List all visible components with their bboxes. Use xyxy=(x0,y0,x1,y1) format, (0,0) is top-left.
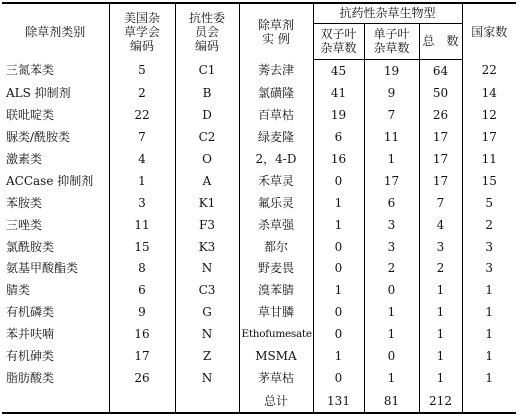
cell-hrac-code: B xyxy=(175,82,239,104)
table-row xyxy=(2,148,516,170)
cell-countries: 12 xyxy=(481,107,497,122)
cell-dicot: 16 xyxy=(313,148,364,170)
table-row xyxy=(2,345,516,367)
cell-wssa-code: 17 xyxy=(109,345,175,367)
cell-wssa-code: 9 xyxy=(109,301,175,323)
cell-hrac-code xyxy=(175,389,239,413)
cell-wssa-code: 7 xyxy=(109,126,175,148)
cell-type: 氨基甲酸酯类 xyxy=(2,258,109,280)
cell-monocot: 19 xyxy=(364,59,419,82)
table-row xyxy=(2,367,516,389)
cell-total: 17 xyxy=(419,170,462,192)
cell-countries: 3 xyxy=(485,261,494,276)
cell-monocot: 3 xyxy=(364,236,419,258)
cell-hrac-code: F3 xyxy=(175,214,239,236)
cell-type: 苯并呋喃 xyxy=(2,323,109,345)
cell-type: 氯酰胺类 xyxy=(2,236,109,258)
cell-type: 三氮苯类 xyxy=(2,59,109,82)
table-row xyxy=(2,323,516,345)
header-dicot-line2: 杂草数 xyxy=(320,41,357,55)
cell-wssa-code: 11 xyxy=(109,214,175,236)
cell-countries: 17 xyxy=(481,129,497,144)
herbicide-resistance-table xyxy=(2,2,516,414)
cell-type: 苯胺类 xyxy=(2,192,109,214)
cell-example: 绿麦隆 xyxy=(239,126,313,148)
cell-countries: 2 xyxy=(485,217,494,232)
cell-example: MSMA xyxy=(239,345,313,367)
cell-monocot: 0 xyxy=(364,279,419,301)
table-row xyxy=(2,170,516,192)
cell-total: 1 xyxy=(419,301,462,323)
cell-wssa-code: 1 xyxy=(109,170,175,192)
cell-total: 64 xyxy=(419,59,462,82)
table-row xyxy=(2,82,516,104)
header-wssa-code xyxy=(109,3,175,59)
cell-total: 1 xyxy=(419,367,462,389)
header-example-line1: 除草剂 xyxy=(257,17,294,32)
cell-example: 草甘膦 xyxy=(239,301,313,323)
cell-total: 7 xyxy=(419,192,462,214)
header-total: 总 数 xyxy=(419,23,462,59)
cell-countries: 1 xyxy=(485,349,494,364)
cell-hrac-code: C1 xyxy=(175,59,239,82)
cell-example: 莠去津 xyxy=(239,59,313,82)
cell-dicot: 0 xyxy=(313,258,364,280)
header-example-line2: 实 例 xyxy=(262,31,290,46)
table-row xyxy=(2,126,516,148)
cell-hrac-code: A xyxy=(175,170,239,192)
header-hrac-code xyxy=(175,3,239,59)
cell-dicot: 0 xyxy=(313,170,364,192)
cell-type: 有机砷类 xyxy=(2,345,109,367)
cell-example: 都尔 xyxy=(239,236,313,258)
cell-monocot: 6 xyxy=(364,192,419,214)
cell-type: 脲类/酰胺类 xyxy=(2,126,109,148)
cell-example: 氟乐灵 xyxy=(239,192,313,214)
cell-dicot: 0 xyxy=(313,323,364,345)
header-dicot-line1: 双子叶 xyxy=(320,27,357,41)
header-monocot-line1: 单子叶 xyxy=(373,27,410,41)
table-row xyxy=(2,192,516,214)
cell-monocot: 17 xyxy=(364,170,419,192)
cell-total: 1 xyxy=(419,279,462,301)
cell-wssa-code: 3 xyxy=(109,192,175,214)
cell-wssa-code xyxy=(109,389,175,413)
cell-monocot: 2 xyxy=(364,258,419,280)
cell-countries: 3 xyxy=(485,239,494,254)
cell-wssa-code: 16 xyxy=(109,323,175,345)
cell-monocot: 9 xyxy=(364,82,419,104)
cell-total: 17 xyxy=(419,148,462,170)
cell-wssa-code: 4 xyxy=(109,148,175,170)
cell-countries: 5 xyxy=(485,195,494,210)
cell-type: 腈类 xyxy=(2,279,109,301)
cell-example: 杀草强 xyxy=(239,214,313,236)
table-row xyxy=(2,279,516,301)
cell-type: 有机磷类 xyxy=(2,301,109,323)
table-row xyxy=(2,214,516,236)
cell-dicot: 6 xyxy=(313,126,364,148)
totals-total: 212 xyxy=(419,389,462,413)
cell-monocot: 3 xyxy=(364,214,419,236)
cell-hrac-code: G xyxy=(175,301,239,323)
totals-row xyxy=(2,389,516,413)
cell-total: 3 xyxy=(419,236,462,258)
cell-total: 1 xyxy=(419,345,462,367)
table-row xyxy=(2,59,516,82)
cell-wssa-code: 5 xyxy=(109,59,175,82)
header-wssa-line3: 编码 xyxy=(129,38,154,53)
cell-example: 野麦畏 xyxy=(239,258,313,280)
cell-dicot: 1 xyxy=(313,279,364,301)
cell-total: 4 xyxy=(419,214,462,236)
cell-type xyxy=(2,389,109,413)
header-hrac-line2: 员会 xyxy=(194,24,219,39)
cell-hrac-code: Z xyxy=(175,345,239,367)
header-wssa-line2: 草学会 xyxy=(123,24,160,39)
totals-dicot: 131 xyxy=(313,389,364,413)
cell-hrac-code: C2 xyxy=(175,126,239,148)
table-row xyxy=(2,104,516,126)
cell-wssa-code: 26 xyxy=(109,367,175,389)
cell-monocot: 0 xyxy=(364,345,419,367)
cell-example: 百草枯 xyxy=(239,104,313,126)
cell-countries: 1 xyxy=(485,371,494,386)
header-hrac-line1: 抗性委 xyxy=(188,10,225,25)
cell-example: 茅草枯 xyxy=(239,367,313,389)
cell-hrac-code: N xyxy=(175,367,239,389)
cell-dicot: 19 xyxy=(313,104,364,126)
cell-total: 17 xyxy=(419,126,462,148)
header-hrac-line3: 编码 xyxy=(194,38,219,53)
cell-hrac-code: O xyxy=(175,148,239,170)
cell-total: 2 xyxy=(419,258,462,280)
cell-example: 禾草灵 xyxy=(239,170,313,192)
cell-total: 50 xyxy=(419,82,462,104)
header-dicot xyxy=(313,23,364,59)
cell-dicot: 1 xyxy=(313,192,364,214)
header-resistant-biotypes: 抗药性杂草生物型 xyxy=(313,3,462,23)
cell-countries: 1 xyxy=(485,305,494,320)
cell-type: 脂肪酸类 xyxy=(2,367,109,389)
cell-countries: 14 xyxy=(481,85,497,100)
cell-wssa-code: 8 xyxy=(109,258,175,280)
table-row xyxy=(2,236,516,258)
cell-monocot: 1 xyxy=(364,367,419,389)
cell-countries: 22 xyxy=(481,63,497,78)
cell-total: 1 xyxy=(419,323,462,345)
cell-wssa-code: 22 xyxy=(109,104,175,126)
cell-total: 26 xyxy=(419,104,462,126)
totals-monocot: 81 xyxy=(364,389,419,413)
cell-example: 溴苯腈 xyxy=(239,279,313,301)
cell-dicot: 41 xyxy=(313,82,364,104)
cell-hrac-code: N xyxy=(175,323,239,345)
cell-monocot: 1 xyxy=(364,323,419,345)
cell-countries: 11 xyxy=(481,151,497,166)
table-row xyxy=(2,301,516,323)
header-type: 除草剂类别 xyxy=(2,3,109,59)
cell-countries: 1 xyxy=(485,283,494,298)
cell-dicot: 0 xyxy=(313,367,364,389)
cell-type: ACCase 抑制剂 xyxy=(2,170,109,192)
cell-countries: 15 xyxy=(481,173,497,188)
cell-type: 三唑类 xyxy=(2,214,109,236)
cell-hrac-code: D xyxy=(175,104,239,126)
cell-dicot: 45 xyxy=(313,59,364,82)
cell-example: 2，4-D xyxy=(239,148,313,170)
cell-type: 联吡啶类 xyxy=(2,104,109,126)
header-example xyxy=(239,3,313,59)
cell-hrac-code: N xyxy=(175,258,239,280)
cell-type: ALS 抑制剂 xyxy=(2,82,109,104)
cell-monocot: 7 xyxy=(364,104,419,126)
cell-wssa-code: 6 xyxy=(109,279,175,301)
cell-type: 激素类 xyxy=(2,148,109,170)
cell-dicot: 0 xyxy=(313,236,364,258)
cell-hrac-code: K3 xyxy=(175,236,239,258)
cell-example: Ethofumesate xyxy=(239,323,313,345)
cell-monocot: 1 xyxy=(364,301,419,323)
cell-dicot: 0 xyxy=(313,301,364,323)
header-monocot xyxy=(364,23,419,59)
table-body xyxy=(2,59,516,413)
header-countries: 国家数 xyxy=(471,24,508,39)
header-monocot-line2: 杂草数 xyxy=(373,41,410,55)
cell-dicot: 1 xyxy=(313,214,364,236)
cell-monocot: 11 xyxy=(364,126,419,148)
cell-wssa-code: 15 xyxy=(109,236,175,258)
cell-monocot: 1 xyxy=(364,148,419,170)
header-wssa-line1: 美国杂 xyxy=(123,10,160,25)
table-row xyxy=(2,258,516,280)
cell-wssa-code: 2 xyxy=(109,82,175,104)
totals-label: 总计 xyxy=(239,389,313,413)
cell-countries: 1 xyxy=(485,327,494,342)
cell-dicot: 1 xyxy=(313,345,364,367)
cell-example: 氯磺隆 xyxy=(239,82,313,104)
cell-hrac-code: K1 xyxy=(175,192,239,214)
cell-countries xyxy=(462,389,516,413)
cell-hrac-code: C3 xyxy=(175,279,239,301)
